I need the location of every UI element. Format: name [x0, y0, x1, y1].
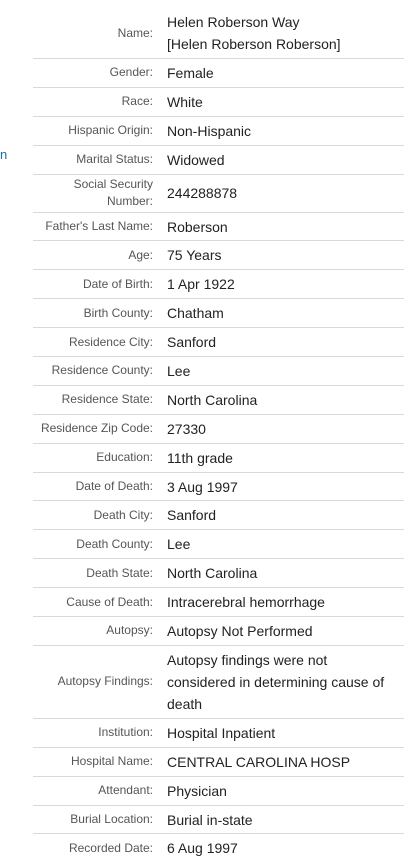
field-value: Intracerebral hemorrhage [167, 594, 325, 611]
field-label: Institution: [98, 725, 153, 740]
field-label: Residence Zip Code: [40, 421, 153, 436]
field-value: Roberson [167, 218, 228, 235]
field-label: Birth County: [83, 305, 153, 320]
field-label: Death City: [93, 507, 153, 522]
record-row [33, 748, 404, 777]
field-value: Lee [167, 536, 191, 553]
field-value: Autopsy Not Performed [167, 622, 313, 639]
field-label: Autopsy Findings: [57, 674, 153, 689]
record-row [33, 415, 404, 444]
record-row [33, 175, 404, 213]
field-value [167, 11, 404, 55]
field-label: Social Security Number: [73, 177, 153, 209]
field-value: CENTRAL CAROLINA HOSP [167, 753, 351, 770]
field-label: Residence City: [68, 334, 153, 349]
field-label: Hispanic Origin: [68, 123, 153, 138]
record-row [33, 473, 404, 502]
record-row [33, 588, 404, 617]
field-label: Father's Last Name: [45, 219, 153, 233]
field-value: North Carolina [167, 391, 258, 408]
record-row [33, 719, 404, 748]
record-row [33, 241, 404, 270]
field-value: 11th grade [167, 449, 233, 466]
field-label: Education: [96, 450, 153, 465]
record-row [33, 834, 404, 862]
record-row [33, 530, 404, 559]
field-value: 75 Years [167, 247, 222, 264]
field-value: 244288878 [167, 185, 238, 202]
field-label: Cause of Death: [66, 594, 153, 609]
field-label: Autopsy: [106, 623, 153, 638]
field-label: Name: [117, 25, 153, 40]
field-label: Death State: [86, 565, 153, 580]
field-label: Burial Location: [70, 812, 153, 827]
record-row [33, 59, 404, 88]
field-value: Non-Hispanic [167, 122, 252, 139]
record-row [33, 806, 404, 835]
record-row [33, 444, 404, 473]
record-row [33, 328, 404, 357]
record-row [33, 501, 404, 530]
field-value: 1 Apr 1922 [167, 276, 235, 293]
field-value: Lee [167, 362, 191, 379]
field-value: Sanford [167, 507, 217, 524]
field-label: Residence County: [51, 363, 153, 378]
field-value: Physician [167, 782, 227, 799]
field-value: Widowed [167, 151, 225, 168]
record-row [33, 270, 404, 299]
field-label: Marital Status: [76, 152, 153, 167]
name-alternate: [Helen Roberson Roberson] [167, 36, 341, 52]
field-label: Hospital Name: [70, 754, 153, 769]
field-value: Sanford [167, 334, 217, 351]
field-value: 27330 [167, 420, 206, 437]
field-label: Residence State: [61, 392, 153, 407]
record-row [33, 646, 404, 719]
name-primary: Helen Roberson Way [167, 14, 300, 30]
record-row [33, 146, 404, 175]
record-row [33, 777, 404, 806]
field-value: Burial in-state [167, 811, 253, 828]
record-row [33, 213, 404, 242]
record-row-name [33, 8, 404, 59]
field-label: Date of Birth: [82, 276, 153, 291]
field-value: 3 Aug 1997 [167, 478, 238, 495]
record-row [33, 117, 404, 146]
side-link-fragment[interactable]: n [0, 147, 8, 162]
record-row [33, 386, 404, 415]
record-row [33, 617, 404, 646]
field-label: Gender: [109, 65, 153, 80]
record-row [33, 88, 404, 117]
field-label: Death County: [76, 536, 153, 551]
record-row [33, 357, 404, 386]
record-table [33, 8, 404, 862]
record-row [33, 559, 404, 588]
field-label: Recorded Date: [68, 840, 153, 855]
field-value: White [167, 93, 203, 110]
field-label: Date of Death: [75, 479, 153, 494]
field-label: Attendant: [98, 783, 153, 798]
field-label: Age: [128, 247, 153, 262]
field-value: Autopsy findings were not considered in determining cause of death [167, 651, 385, 712]
field-value: 6 Aug 1997 [167, 840, 238, 857]
field-value: North Carolina [167, 565, 258, 582]
field-value: Hospital Inpatient [167, 724, 276, 741]
field-label: Race: [121, 94, 153, 109]
record-row [33, 299, 404, 328]
field-value: Chatham [167, 305, 224, 322]
field-value: Female [167, 64, 214, 81]
